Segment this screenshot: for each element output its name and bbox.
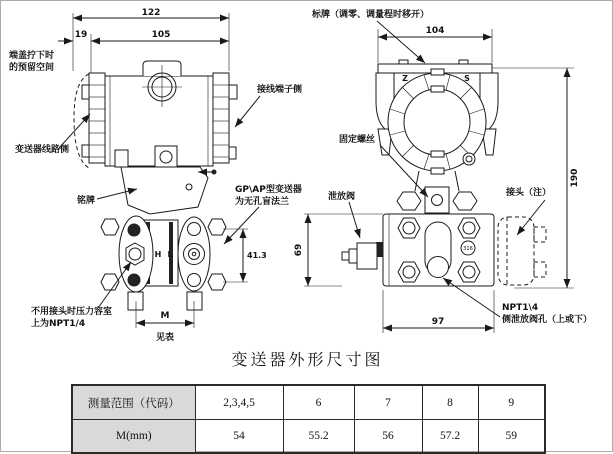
dimension-drawing: [1, 1, 613, 346]
label-gpap-2: 为无孔盲法兰: [235, 197, 290, 207]
range-cell: 6: [283, 385, 354, 420]
dim-clearance: 19: [74, 30, 88, 40]
range-cell: 9: [478, 385, 545, 420]
marking-span: S: [464, 74, 470, 83]
label-no-adapter-1: 不用接头时压力容室: [31, 307, 113, 317]
left-view-drawing: [8, 8, 302, 343]
label-nameplate: 铭牌: [77, 196, 96, 206]
m-cell: 59: [478, 420, 545, 454]
right-view-drawing: [294, 8, 592, 333]
m-cell: 56: [354, 420, 422, 454]
label-circuit-side: 变送器线路侧: [15, 145, 70, 155]
label-adapter: 接头（注）: [506, 188, 552, 198]
m-header-cell: M(mm): [72, 420, 195, 454]
range-cell: 2,3,4,5: [195, 385, 283, 420]
marking-zero: Z: [402, 74, 408, 83]
label-npt-1: NPT1\4: [502, 303, 539, 313]
range-cell: 7: [354, 385, 422, 420]
drawing-title: 变送器外形尺寸图: [231, 350, 384, 369]
dim-flange-width: 97: [431, 317, 445, 327]
m-cell: 54: [195, 420, 283, 454]
label-npt-2: 侧泄放阀孔（上或下）: [502, 315, 593, 325]
dim-housing-width: 105: [151, 30, 171, 40]
adapter-dashed-outline: [498, 217, 546, 285]
measuring-range-table: [71, 384, 546, 454]
dim-flange-height: 69: [294, 243, 304, 257]
range-cell: 8: [422, 385, 478, 420]
m-cell: 57.2: [422, 420, 478, 454]
range-header-cell: 测量范围（代码）: [72, 385, 195, 420]
dim-m: M: [160, 311, 170, 321]
dim-total-width: 122: [141, 8, 161, 18]
label-drain-valve: 泄放阀: [328, 192, 356, 202]
label-cover-clearance-2: 的预留空间: [9, 63, 55, 73]
dim-height: 190: [570, 168, 580, 188]
dim-width: 104: [425, 26, 445, 36]
m-cell: 55.2: [283, 420, 354, 454]
marking-high: H: [154, 250, 162, 259]
table-row-range: [72, 385, 545, 420]
dim-bolt-spacing: 41.3: [247, 251, 267, 260]
see-table-note: 见表: [155, 333, 175, 343]
label-no-adapter-2: 上为NPT1/4: [31, 319, 86, 329]
label-fixing-screw: 固定螺丝: [339, 135, 376, 145]
marking-material: 316: [463, 246, 473, 252]
label-cover-clearance-1: 端盖拧下时: [9, 51, 55, 61]
label-terminal-side: 接线端子侧: [257, 85, 303, 95]
marking-low: L: [167, 250, 173, 259]
label-tag-plate: 标牌（调零、调量程时移开）: [312, 10, 430, 20]
label-gpap-1: GP\AP型变送器: [235, 185, 302, 195]
table-row-m: [72, 420, 545, 454]
